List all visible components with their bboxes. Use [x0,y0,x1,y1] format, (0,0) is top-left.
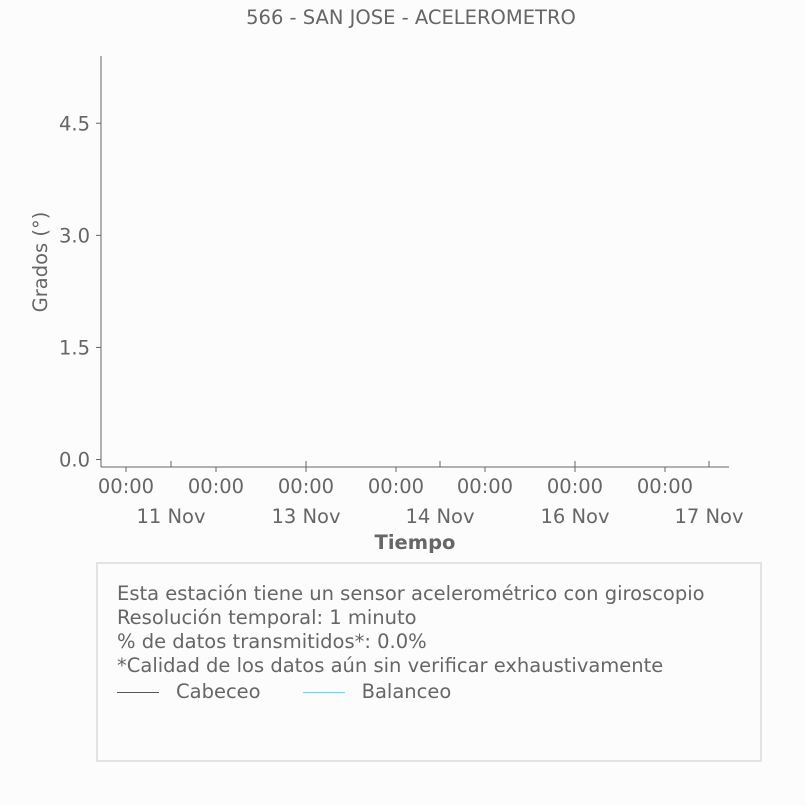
legend-label-cabeceo: Cabeceo [176,680,261,703]
info-line-quality: *Calidad de los datos aún sin verificar exhaustivamente [117,654,664,677]
x-major-ticks [98,467,693,498]
legend-label-balanceo: Balanceo [361,680,452,703]
x-date-label: 13 Nov [271,505,341,528]
chart-title: 566 - SAN JOSE - ACELEROMETRO [246,6,576,29]
x-date-label: 11 Nov [136,505,206,528]
legend [117,680,760,704]
x-tick-label: 00:00 [636,475,694,498]
x-date-label: 14 Nov [405,505,475,528]
y-ticks [59,112,101,471]
info-line-sensor: Esta estación tiene un sensor acelerométrico con giroscopio [117,582,705,605]
y-axis-label: Grados (°) [29,211,52,313]
y-tick-label: 4.5 [58,112,90,136]
x-date-label: 17 Nov [674,505,744,528]
x-date-labels [136,505,743,528]
x-axis-label: Tiempo [374,531,456,554]
info-line-resolution: Resolución temporal: 1 minuto [117,606,417,629]
x-tick-label: 00:00 [187,475,245,498]
legend-item-cabeceo [117,680,261,704]
x-tick-label: 00:00 [456,475,514,498]
info-box [96,562,762,762]
x-minor-ticks [171,461,709,467]
x-tick-label: 00:00 [367,475,425,498]
y-tick-label: 0.0 [58,448,90,472]
x-tick-label: 00:00 [546,475,604,498]
x-tick-label: 00:00 [277,475,335,498]
x-tick-label: 00:00 [97,475,155,498]
legend-swatch-cabeceo [117,692,159,693]
legend-item-balanceo [303,680,452,704]
x-date-label: 16 Nov [540,505,610,528]
y-tick-label: 1.5 [58,336,90,360]
legend-swatch-balanceo [303,692,345,693]
y-tick-label: 3.0 [58,224,90,248]
info-line-transmitted: % de datos transmitidos*: 0.0% [117,630,427,653]
